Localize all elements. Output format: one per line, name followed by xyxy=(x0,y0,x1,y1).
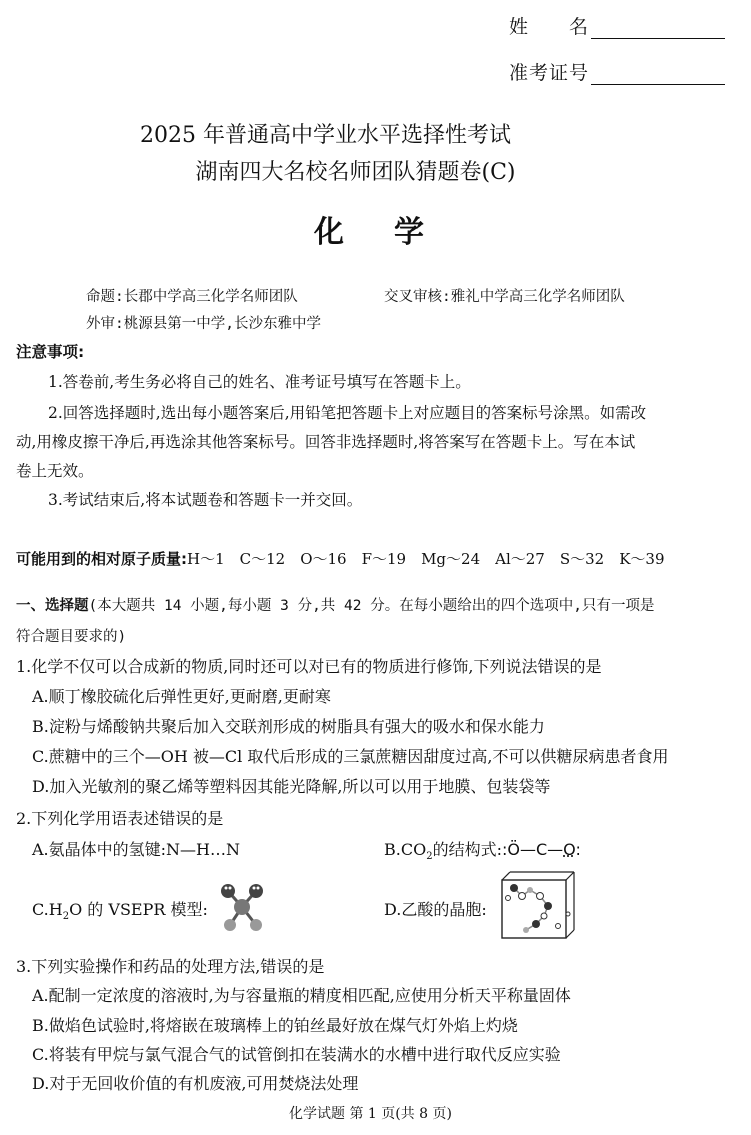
atomic-mass-row xyxy=(16,548,665,569)
external-review-credit: 外审:桃源县第一中学,长沙东雅中学 xyxy=(86,316,321,332)
co2-carbon: C xyxy=(535,840,548,859)
q3-option-b: B.做焰色试验时,将熔嵌在玻璃棒上的铂丝最好放在煤气灯外焰上灼烧 xyxy=(32,1016,518,1035)
q1-option-d: D.加入光敏剂的聚乙烯等塑料因其能光降解,所以可以用于地膜、包装袋等 xyxy=(32,777,551,796)
q1-stem: 1.化学不仅可以合成新的物质,同时还可以对已有的物质进行修饰,下列说法错误的是 xyxy=(16,657,602,676)
q2-option-d: D.乙酸的晶胞: xyxy=(384,900,487,919)
q1-option-c: C.蔗糖中的三个—OH 被—Cl 取代后形成的三氯蔗糖因甜度过高,不可以供糖尿病患者食用 xyxy=(32,747,669,766)
q2-option-c-prefix: C.H xyxy=(32,900,63,919)
q2-stem: 2.下列化学用语表述错误的是 xyxy=(16,809,224,828)
q3-stem: 3.下列实验操作和药品的处理方法,错误的是 xyxy=(16,957,325,976)
vsepr-model-image xyxy=(212,877,274,937)
q1-option-a: A.顺丁橡胶硫化后弹性更好,更耐磨,更耐寒 xyxy=(32,687,331,706)
q3-option-a: A.配制一定浓度的溶液时,为与容量瓶的精度相匹配,应使用分析天平称量固体 xyxy=(32,986,571,1005)
q2-option-b xyxy=(384,837,581,862)
notice-item-2-line1: 2.回答选择题时,选出每小题答案后,用铅笔把答题卡上对应题目的答案标号涂黑。如需改 xyxy=(48,404,647,422)
section-1-title: 一、选择题 xyxy=(16,598,89,614)
exam-id-underline[interactable] xyxy=(591,83,725,85)
section-1-header xyxy=(16,594,654,618)
exam-title-line2: 湖南四大名校名师团队猜题卷(C) xyxy=(195,160,516,185)
name-field[interactable] xyxy=(509,12,725,39)
page-footer: 化学试题 第 1 页(共 8 页) xyxy=(289,1106,452,1122)
name-underline[interactable] xyxy=(591,37,725,39)
q2-option-c-subscript: 2 xyxy=(62,911,70,923)
q1-option-b: B.淀粉与烯酸钠共聚后加入交联剂形成的树脂具有强大的吸水和保水能力 xyxy=(32,717,545,736)
co2-oxygen-left: Ö xyxy=(507,840,520,859)
q3-option-d: D.对于无回收价值的有机废液,可用焚烧法处理 xyxy=(32,1074,359,1093)
acetic-acid-unit-cell-image xyxy=(496,868,578,942)
section-1-desc-line2: 符合题目要求的) xyxy=(16,629,127,645)
q2-option-c xyxy=(32,897,208,922)
notice-item-2-line3: 卷上无效。 xyxy=(16,462,94,480)
cross-review-credit: 交叉审核:雅礼中学高三化学名师团队 xyxy=(384,289,625,305)
co2-oxygen-right: O xyxy=(563,840,576,859)
author-credit: 命题:长郡中学高三化学名师团队 xyxy=(86,289,298,305)
atomic-mass-values: H～1 C～12 O～16 F～19 Mg～24 Al～27 S～32 K～39 xyxy=(187,550,665,568)
co2-bond-right: — xyxy=(547,840,564,859)
name-label: 姓 名 xyxy=(509,16,590,38)
notice-heading: 注意事项: xyxy=(16,343,85,361)
atomic-mass-label: 可能用到的相对原子质量: xyxy=(16,550,187,568)
notice-item-3: 3.考试结束后,将本试题卷和答题卡一并交回。 xyxy=(48,491,363,509)
q2-option-c-suffix: O 的 VSEPR 模型: xyxy=(69,900,208,919)
notice-item-1: 1.答卷前,考生务必将自己的姓名、准考证号填写在答题卡上。 xyxy=(48,373,471,391)
q2-option-b-subscript: 2 xyxy=(426,851,433,863)
co2-bond-left: — xyxy=(519,840,536,859)
q2-option-b-suffix: 的结构式: xyxy=(432,840,502,859)
subject-title: 化学 xyxy=(314,215,474,250)
q2-option-b-prefix: B.CO xyxy=(384,840,427,859)
exam-id-field[interactable] xyxy=(509,58,725,85)
section-1-desc-line1: (本大题共 14 小题,每小题 3 分,共 42 分。在每小题给出的四个选项中,只有一项是 xyxy=(88,598,655,614)
co2-structural-formula: :Ö—C—O: xyxy=(501,840,581,859)
q2-option-a: A.氨晶体中的氢键:N—H…N xyxy=(32,840,240,859)
q3-option-c: C.将装有甲烷与氯气混合气的试管倒扣在装满水的水槽中进行取代反应实验 xyxy=(32,1045,561,1064)
exam-id-label: 准考证号 xyxy=(509,62,590,84)
notice-item-2-line2: 动,用橡皮擦干净后,再选涂其他答案标号。回答非选择题时,将答案写在答题卡上。写在本试 xyxy=(16,433,636,451)
exam-title-line1: 2025 年普通高中学业水平选择性考试 xyxy=(140,123,511,148)
